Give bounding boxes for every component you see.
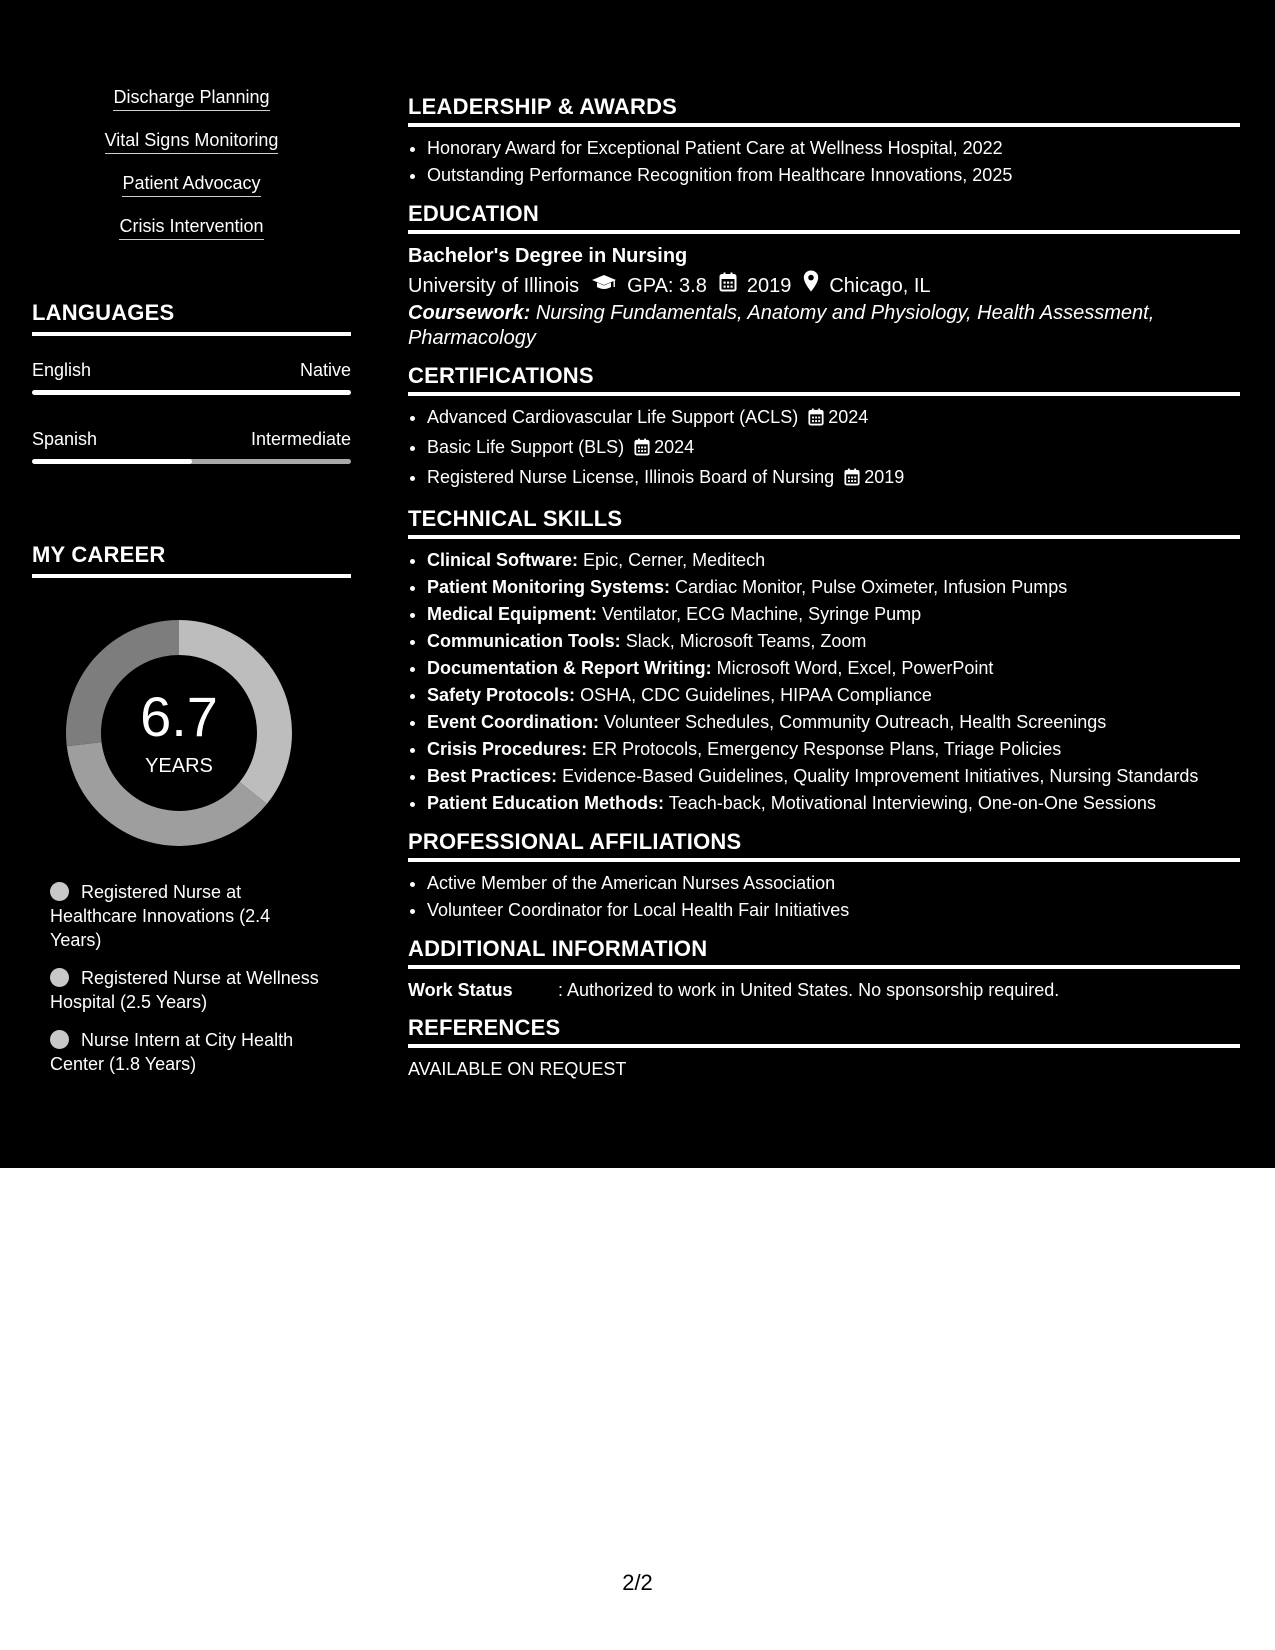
language-level: Native xyxy=(299,360,351,380)
references-section xyxy=(408,1015,1240,1082)
strength-item: Discharge Planning xyxy=(113,86,269,111)
left-sidebar xyxy=(0,0,383,1168)
skill-item: • Best Practices: Evidence-Based Guidelines, Quality Improvement Initiatives, Nursing Standards xyxy=(427,763,1240,790)
skill-label: Communication Tools: xyxy=(427,631,621,651)
skill-item: • Documentation & Report Writing: Microsoft Word, Excel, PowerPoint xyxy=(427,655,1240,682)
language-bar-fill xyxy=(32,390,351,395)
strength-item: Patient Advocacy xyxy=(122,172,260,197)
career-item: Registered Nurse at Healthcare Innovations (2.4 Years) xyxy=(50,882,271,950)
list-item: • Volunteer Coordinator for Local Health Fair Initiatives xyxy=(427,897,1240,924)
degree-title: Bachelor's Degree in Nursing xyxy=(408,245,688,267)
skill-label: Medical Equipment: xyxy=(427,604,598,624)
career-dot-icon xyxy=(50,1030,69,1049)
leadership-section xyxy=(408,94,1240,189)
career-heading: MY CAREER xyxy=(32,542,351,578)
skill-label: Clinical Software: xyxy=(427,550,579,570)
strength-item: Vital Signs Monitoring xyxy=(105,129,279,154)
language-row-english xyxy=(32,360,351,381)
skill-item: • Patient Monitoring Systems: Cardiac Monitor, Pulse Oximeter, Infusion Pumps xyxy=(427,574,1240,601)
main-content xyxy=(408,94,1240,1094)
list-item: • Outstanding Performance Recognition from Healthcare Innovations, 2025 xyxy=(427,162,1240,189)
skill-label: Safety Protocols: xyxy=(427,685,576,705)
skill-label: Event Coordination: xyxy=(427,712,599,732)
gpa: GPA: 3.8 xyxy=(627,274,707,297)
certifications-section xyxy=(408,363,1240,494)
technical-skills-section xyxy=(408,506,1240,817)
skill-item: • Safety Protocols: OSHA, CDC Guidelines, HIPAA Compliance xyxy=(427,682,1240,709)
skill-label: Documentation & Report Writing: xyxy=(427,658,712,678)
skills-list xyxy=(408,547,1240,817)
skill-item: • Crisis Procedures: ER Protocols, Emergency Response Plans, Triage Policies xyxy=(427,736,1240,763)
school-location: Chicago, IL xyxy=(829,274,931,297)
language-row-spanish xyxy=(32,429,351,450)
calendar-icon xyxy=(844,467,860,494)
additional-info-section xyxy=(408,936,1240,1003)
map-pin-icon xyxy=(803,270,819,301)
certifications-list xyxy=(408,404,1240,494)
section-heading: LEADERSHIP & AWARDS xyxy=(408,94,1240,127)
section-heading: EDUCATION xyxy=(408,201,1240,234)
career-item: Registered Nurse at Wellness Hospital (2.5 Years) xyxy=(50,968,319,1012)
references-text: AVAILABLE ON REQUEST xyxy=(408,1059,627,1079)
school-name: University of Illinois xyxy=(408,274,580,297)
affiliations-list xyxy=(408,870,1240,924)
skill-label: Crisis Procedures: xyxy=(427,739,588,759)
career-total-years: 6.7 xyxy=(140,685,218,748)
language-name: Spanish xyxy=(32,429,98,449)
section-heading: PROFESSIONAL AFFILIATIONS xyxy=(408,829,1240,862)
certification-item: • Advanced Cardiovascular Life Support (ACLS) 2024 xyxy=(427,404,1240,434)
section-heading: TECHNICAL SKILLS xyxy=(408,506,1240,539)
skill-item: • Patient Education Methods: Teach-back, Motivational Interviewing, One-on-One Sessions xyxy=(427,790,1240,817)
career-dot-icon xyxy=(50,882,69,901)
graduation-year: 2019 xyxy=(746,274,792,297)
leadership-list xyxy=(408,135,1240,189)
page-number: 2/2 xyxy=(622,1570,653,1595)
language-bar-fill xyxy=(32,459,192,464)
career-list xyxy=(50,880,320,1090)
strengths-list xyxy=(0,86,383,258)
strength-item: Crisis Intervention xyxy=(119,215,263,240)
career-dot-icon xyxy=(50,968,69,987)
career-donut-chart xyxy=(64,618,294,848)
section-heading: REFERENCES xyxy=(408,1015,1240,1048)
education-details xyxy=(408,270,1240,301)
list-item: • Active Member of the American Nurses Association xyxy=(427,870,1240,897)
section-heading: CERTIFICATIONS xyxy=(408,363,1240,396)
work-status-row xyxy=(408,977,1240,1003)
calendar-icon xyxy=(808,407,824,434)
coursework: Coursework: Nursing Fundamentals, Anatomy and Physiology, Health Assessment, Pharmacology xyxy=(408,302,1155,349)
skill-label: Patient Education Methods: xyxy=(427,793,665,813)
education-section xyxy=(408,201,1240,351)
career-years-unit: YEARS xyxy=(145,755,213,777)
section-heading: ADDITIONAL INFORMATION xyxy=(408,936,1240,969)
affiliations-section xyxy=(408,829,1240,924)
skill-label: Best Practices: xyxy=(427,766,558,786)
skill-item: • Medical Equipment: Ventilator, ECG Machine, Syringe Pump xyxy=(427,601,1240,628)
career-item: Nurse Intern at City Health Center (1.8 Years) xyxy=(50,1030,294,1074)
languages-heading: LANGUAGES xyxy=(32,300,351,336)
certification-item: • Basic Life Support (BLS) 2024 xyxy=(427,434,1240,464)
language-bar-english xyxy=(32,390,351,395)
language-name: English xyxy=(32,360,92,380)
skill-label: Patient Monitoring Systems: xyxy=(427,577,671,597)
language-bar-spanish xyxy=(32,459,351,464)
work-status-label: Work Status xyxy=(408,980,513,1000)
language-level: Intermediate xyxy=(250,429,351,449)
graduation-cap-icon xyxy=(591,271,617,301)
skill-item: • Event Coordination: Volunteer Schedules, Community Outreach, Health Screenings xyxy=(427,709,1240,736)
list-item: • Honorary Award for Exceptional Patient Care at Wellness Hospital, 2022 xyxy=(427,135,1240,162)
skill-item: • Communication Tools: Slack, Microsoft Teams, Zoom xyxy=(427,628,1240,655)
work-status-value: : Authorized to work in United States. No sponsorship required. xyxy=(558,980,1060,1000)
calendar-icon xyxy=(634,437,650,464)
certification-item: • Registered Nurse License, Illinois Board of Nursing 2019 xyxy=(427,464,1240,494)
calendar-icon xyxy=(719,271,737,301)
skill-item: • Clinical Software: Epic, Cerner, Meditech xyxy=(427,547,1240,574)
coursework-label: Coursework: xyxy=(408,302,531,324)
